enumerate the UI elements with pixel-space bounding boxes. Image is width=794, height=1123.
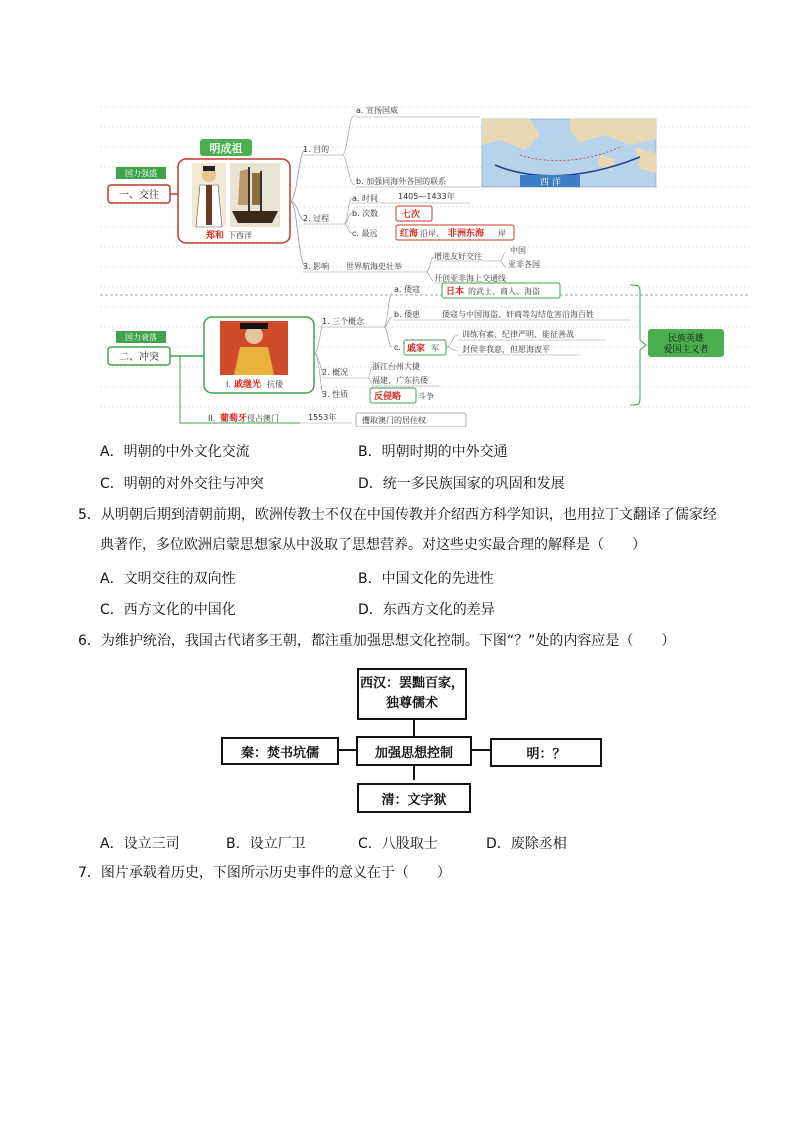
impact-a1: 中国: [510, 246, 526, 255]
qijiajun-red: 戚家: [407, 344, 426, 354]
impact-label: 3. 影响: [303, 262, 330, 271]
q6-option-a[interactable]: A．设立三司: [100, 836, 180, 852]
qijiajun-2: 封侯非我意，但愿海波平: [462, 345, 550, 354]
qijiajun-label: c.: [394, 343, 401, 352]
q5-stem-line1: 5．从明朝后期到清朝前期，欧洲传教士不仅在中国传教并介绍西方科学知识，也用拉丁文翻译了儒家经: [78, 507, 717, 523]
q4-option-a[interactable]: A．明朝的中外文化交流: [100, 444, 250, 460]
q6-box-qin: 秦：焚书坑儒: [221, 737, 339, 765]
portugal-red: 葡萄牙: [220, 414, 248, 424]
wokou-red: 日本: [446, 287, 465, 297]
far-red-2: 非洲东海: [448, 229, 485, 239]
wokou-label: a. 倭寇: [394, 285, 420, 294]
count-value: 七次: [402, 210, 421, 220]
wohuan-value: 倭寇与中国海盗、奸商等勾结危害沿海百姓: [442, 310, 594, 319]
branch1-label: 一、交往: [119, 190, 159, 201]
qijiguang-prefix: I.: [226, 380, 231, 389]
q6-option-c[interactable]: C．八股取士: [358, 836, 438, 852]
zhenghe-portrait-image: [192, 163, 226, 227]
far-mid: 沿岸、: [420, 229, 444, 238]
tag2-text: 国力衰落: [125, 333, 157, 342]
macau-right: 攫取澳门的居住权: [362, 416, 426, 425]
impact-value: 世界航海史壮举: [346, 262, 402, 271]
nature-rest: 斗争: [418, 392, 434, 401]
far-end: 岸: [498, 229, 506, 238]
far-red-1: 红海: [400, 229, 419, 239]
q4-option-d[interactable]: D．统一多民族国家的巩固和发展: [358, 476, 565, 492]
concept-label: 1. 三个概念: [322, 317, 365, 326]
process-label: 2. 过程: [303, 214, 330, 223]
wohuan-label: b. 倭患: [394, 310, 421, 319]
portugal-prefix: II.: [208, 414, 216, 423]
qijiguang-caption: 抗倭: [267, 380, 283, 389]
goal-b: b. 加强同海外各国的联系: [356, 177, 447, 186]
qijiajun-rest: 军: [431, 344, 439, 353]
map-label: 西 洋: [540, 178, 561, 188]
hero-2: 爱国主义者: [663, 345, 709, 355]
q6-box-center: 加强思想控制: [356, 736, 472, 766]
qijiguang-portrait-image: [220, 321, 288, 375]
qijiguang-name: 戚继光: [234, 380, 262, 390]
nature-label: 3. 性质: [322, 390, 349, 399]
q5-stem-line2: 典著作，多位欧洲启蒙思想家从中汲取了思想营养。对这些史实最合理的解释是（ ）: [100, 537, 646, 553]
tag-text: 国力强盛: [125, 169, 157, 178]
title-text: 明成祖: [209, 142, 243, 155]
time-value: 1405—1433年: [398, 192, 455, 201]
q7-stem: 7．图片承载着历史，下图所示历史事件的意义在于（ ）: [78, 865, 451, 881]
voyage-map-image: [482, 119, 656, 187]
treasure-ship-image: [230, 163, 280, 227]
q6-box-ming: 明：？: [490, 738, 602, 767]
far-label: c. 最远: [352, 229, 378, 238]
q5-option-d[interactable]: D．东西方文化的差异: [358, 602, 495, 618]
q5-option-a[interactable]: A．文明交往的双向性: [100, 571, 236, 587]
overview-2: 福建、广东抗倭: [372, 376, 428, 385]
q6-option-b[interactable]: B．设立厂卫: [226, 836, 306, 852]
impact-a2: 亚非各国: [508, 260, 540, 269]
count-label: b. 次数: [352, 209, 379, 218]
goal-label: 1. 目的: [303, 145, 330, 154]
wokou-rest: 的武士、商人、海盗: [468, 287, 540, 296]
q5-option-b[interactable]: B．中国文化的先进性: [358, 571, 494, 587]
impact-a: 增进友好交往: [434, 252, 482, 261]
ming-mindmap-figure: [100, 95, 750, 427]
goal-a: a. 宣扬国威: [356, 106, 398, 115]
overview-1: 浙江台州大捷: [372, 362, 420, 371]
q6-box-xihan: 西汉：罢黜百家，独尊儒术: [357, 668, 467, 720]
hero-1: 民族英雄: [667, 334, 705, 344]
zhenghe-caption: 下西洋: [228, 231, 252, 240]
nature-red: 反侵略: [374, 392, 402, 402]
overview-label: 2. 概况: [322, 368, 349, 377]
qijiajun-1: 训练有素、纪律严明、能征善战: [462, 330, 574, 339]
branch2-label: 二、冲突: [119, 352, 159, 363]
q6-box-qing: 清：文字狱: [357, 783, 471, 813]
year-1553: 1553年: [308, 413, 337, 422]
q5-option-c[interactable]: C．西方文化的中国化: [100, 602, 236, 618]
zhenghe-name: 郑和: [206, 231, 225, 241]
q6-stem: 6．为维护统治，我国古代诸多王朝，都注重加强思想文化控制。下图“？”处的内容应是（ ）: [78, 633, 676, 649]
q4-option-b[interactable]: B．明朝时期的中外交通: [358, 444, 508, 460]
q6-option-d[interactable]: D．废除丞相: [486, 836, 567, 852]
q4-option-c[interactable]: C．明朝的对外交往与冲突: [100, 476, 264, 492]
impact-b: 开创亚非海上交通线: [434, 274, 506, 283]
time-label: a. 时间: [352, 194, 378, 203]
portugal-rest: 侵占澳门: [247, 414, 279, 423]
